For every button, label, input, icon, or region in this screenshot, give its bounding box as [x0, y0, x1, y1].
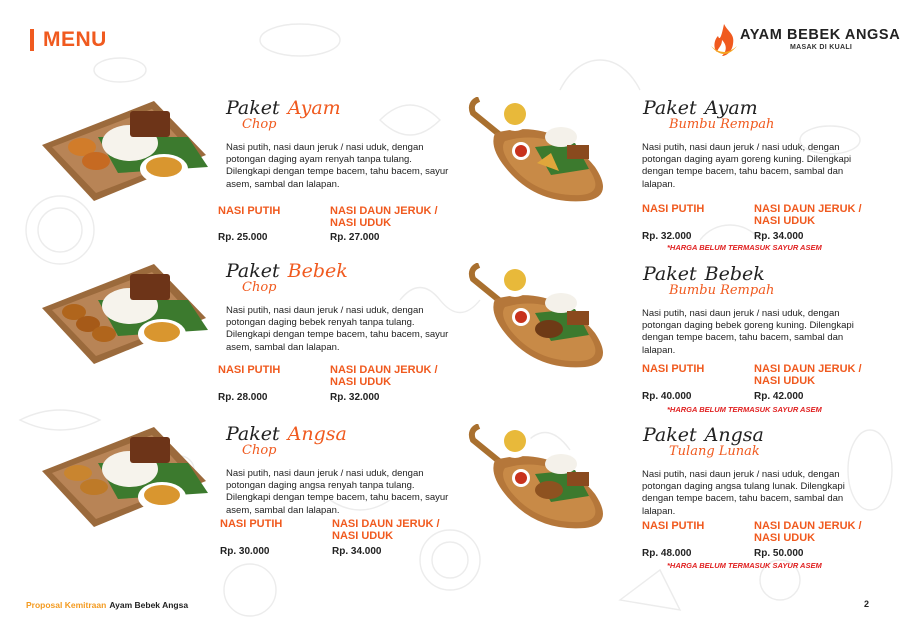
menu-title-accent: Angsa	[287, 423, 347, 445]
food-photo-ayam-chop	[38, 97, 238, 247]
option-nasi-putih: NASI PUTIH	[218, 205, 281, 217]
price-note: *HARGA BELUM TERMASUK SAYUR ASEM	[667, 561, 822, 570]
option-nasi-putih: NASI PUTIH	[220, 518, 283, 530]
menu-subtitle: Chop	[242, 443, 277, 458]
brand-tagline: MASAK DI KUALI	[790, 44, 853, 51]
footer-text	[26, 600, 188, 610]
menu-description: Nasi putih, nasi daun jeruk / nasi uduk, dengan potongan daging ayam renyah tanpa tulang. Dilengkapi dengan tempe bacem, tahu bacem, sayur asem, sambal dan lalapan.	[226, 142, 449, 190]
menu-card-ayam-chop	[38, 97, 468, 253]
price-nasi-daun-jeruk: Rp. 50.000	[754, 548, 804, 559]
footer-lead: Proposal Kemitraan	[26, 600, 107, 610]
menu-title-main: Paket	[226, 423, 280, 445]
menu-card-ayam-bumbu-rempah	[465, 97, 895, 253]
footer-rest: Ayam Bebek Angsa	[109, 600, 189, 610]
food-photo-bebek-bumbu-rempah	[465, 263, 665, 413]
menu-description: Nasi putih, nasi daun jeruk / nasi uduk, dengan potongan daging angsa renyah tanpa tulang. Dilengkapi dengan tempe bacem, tahu bacem, sayur asem, sambal dan lalapan.	[226, 468, 449, 516]
menu-title-main: Paket	[643, 263, 697, 285]
menu-subtitle: Bumbu Rempah	[669, 117, 775, 132]
option-nasi-putih: NASI PUTIH	[642, 520, 705, 532]
option-nasi-putih: NASI PUTIH	[642, 363, 705, 375]
menu-title-main: Paket	[226, 260, 280, 282]
menu-title-main: Paket	[643, 97, 697, 119]
menu-title-main: Paket	[226, 97, 280, 119]
menu-title-accent: Ayam	[287, 97, 341, 119]
price-nasi-daun-jeruk: Rp. 27.000	[330, 232, 380, 243]
menu-title-main: Paket	[643, 424, 697, 446]
option-nasi-daun-jeruk: NASI DAUN JERUK / NASI UDUK	[330, 205, 438, 229]
menu-title-accent: Ayam	[704, 97, 758, 119]
menu-title-accent: Bebek	[287, 260, 348, 282]
menu-card-bebek-chop	[38, 260, 468, 416]
menu-title	[643, 97, 893, 139]
menu-description: Nasi putih, nasi daun jeruk / nasi uduk, dengan potongan daging bebek goreng kuning. Dilengkapi dengan tempe bacem, tahu bacem, sambal dan lalapan.	[642, 308, 854, 356]
price-note: *HARGA BELUM TERMASUK SAYUR ASEM	[667, 243, 822, 252]
price-nasi-putih: Rp. 28.000	[218, 392, 268, 403]
price-note: *HARGA BELUM TERMASUK SAYUR ASEM	[667, 405, 822, 414]
page-number: 2	[864, 599, 870, 609]
price-nasi-daun-jeruk: Rp. 34.000	[754, 231, 804, 242]
menu-title	[226, 423, 466, 465]
menu-subtitle: Chop	[242, 280, 277, 295]
price-nasi-putih: Rp. 32.000	[642, 231, 692, 242]
food-photo-angsa-tulang-lunak	[465, 424, 665, 574]
option-nasi-daun-jeruk: NASI DAUN JERUK / NASI UDUK	[754, 203, 862, 227]
food-photo-angsa-chop	[38, 423, 238, 573]
brand-logo	[708, 22, 900, 62]
menu-subtitle: Chop	[242, 117, 277, 132]
menu-card-bebek-bumbu-rempah	[465, 263, 895, 419]
price-nasi-daun-jeruk: Rp. 32.000	[330, 392, 380, 403]
menu-description: Nasi putih, nasi daun jeruk / nasi uduk, dengan potongan daging bebek renyah tanpa tulang. Dilengkapi dengan tempe bacem, tahu bacem, sayur asem, sambal dan lalapan.	[226, 305, 449, 353]
menu-card-angsa-chop	[38, 423, 468, 579]
option-nasi-daun-jeruk: NASI DAUN JERUK / NASI UDUK	[330, 364, 438, 388]
option-nasi-daun-jeruk: NASI DAUN JERUK / NASI UDUK	[754, 520, 862, 544]
food-photo-bebek-chop	[38, 260, 238, 410]
menu-title-accent: Angsa	[704, 424, 764, 446]
option-nasi-daun-jeruk: NASI DAUN JERUK / NASI UDUK	[332, 518, 440, 542]
price-nasi-putih: Rp. 48.000	[642, 548, 692, 559]
menu-title	[226, 260, 466, 302]
brand-name: AYAM BEBEK ANGSA	[740, 27, 900, 43]
flame-icon	[708, 22, 740, 58]
price-nasi-daun-jeruk: Rp. 34.000	[332, 546, 382, 557]
menu-title	[643, 424, 893, 466]
page-title: MENU	[43, 28, 107, 51]
menu-subtitle: Bumbu Rempah	[669, 283, 775, 298]
option-nasi-putih: NASI PUTIH	[218, 364, 281, 376]
menu-heading	[30, 28, 107, 52]
menu-card-angsa-tulang-lunak	[465, 424, 895, 580]
menu-title	[226, 97, 466, 139]
menu-subtitle: Tulang Lunak	[669, 444, 760, 459]
option-nasi-putih: NASI PUTIH	[642, 203, 705, 215]
price-nasi-daun-jeruk: Rp. 42.000	[754, 391, 804, 402]
menu-title-accent: Bebek	[704, 263, 765, 285]
price-nasi-putih: Rp. 40.000	[642, 391, 692, 402]
menu-description: Nasi putih, nasi daun jeruk / nasi uduk, dengan potongan daging angsa tulang lunak. Dilengkapi dengan tempe bacem, tahu bacem, sambal dan lalapan.	[642, 469, 845, 517]
menu-title	[643, 263, 893, 305]
heading-accent-bar	[30, 29, 34, 51]
price-nasi-putih: Rp. 30.000	[220, 546, 270, 557]
food-photo-ayam-bumbu-rempah	[465, 97, 665, 247]
option-nasi-daun-jeruk: NASI DAUN JERUK / NASI UDUK	[754, 363, 862, 387]
menu-description: Nasi putih, nasi daun jeruk / nasi uduk, dengan potongan daging ayam goreng kuning. Dilengkapi dengan tempe bacem, tahu bacem, sambal dan lalapan.	[642, 142, 852, 190]
price-nasi-putih: Rp. 25.000	[218, 232, 268, 243]
